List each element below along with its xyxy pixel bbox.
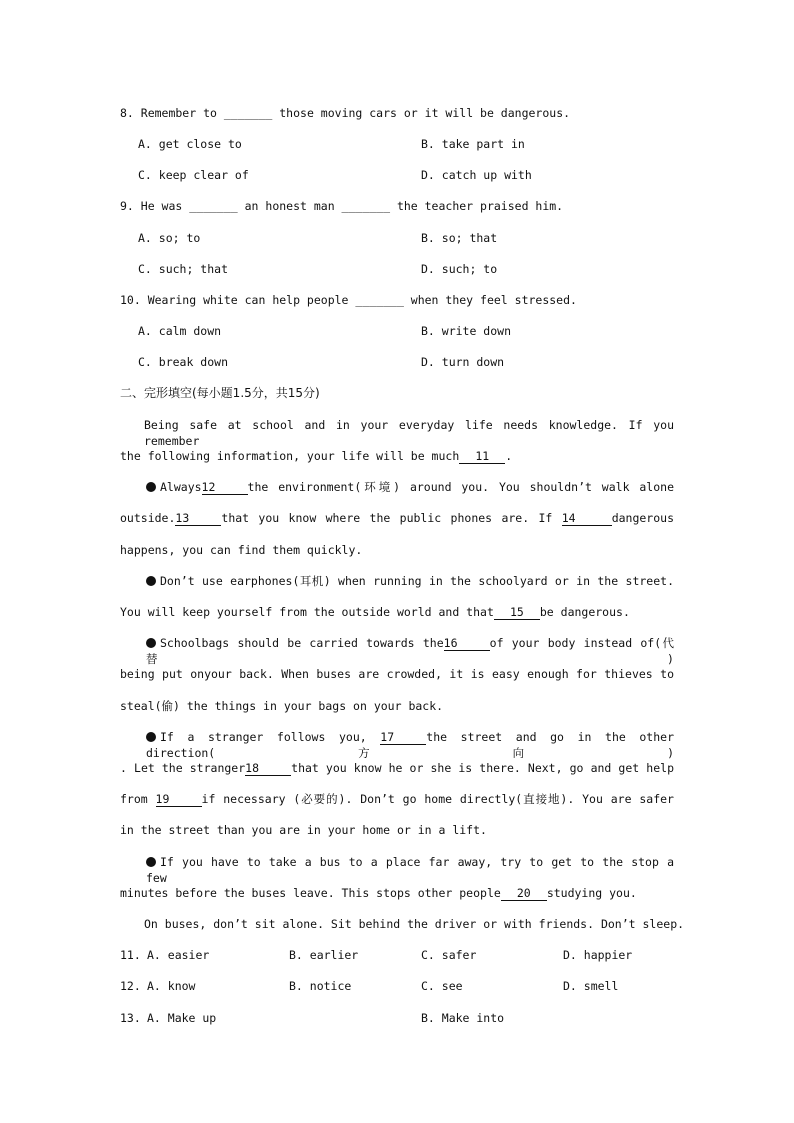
passage-p4-line2: being put onyour back. When buses are crowded, it is easy enough for thieves to	[120, 667, 674, 681]
answer-12-number: 12.	[120, 979, 141, 993]
blank-13: 13	[175, 512, 221, 526]
answer-12-d: D. smell	[563, 979, 619, 993]
q9-option-d: D. such; to	[421, 262, 498, 276]
bullet-icon	[146, 857, 156, 867]
answer-11-b: B. earlier	[289, 948, 359, 962]
passage-p6-line1: If you have to take a bus to a place far away, try to get to the stop a few	[146, 855, 674, 885]
passage-p7-line1: On buses, don’t sit alone. Sit behind the driver or with friends. Don’t sleep.	[144, 917, 685, 931]
passage-p5-line3: from 19 if necessary (必要的). Don’t go home directly(直接地). You are safer	[120, 792, 674, 806]
passage-p5-line4: in the street than you are in your home or in a lift.	[120, 823, 487, 837]
passage-p1-line1: Being safe at school and in your everyday life needs knowledge. If you remember	[144, 418, 674, 448]
q10-option-a: A. calm down	[138, 324, 222, 338]
blank-15: 15	[494, 606, 540, 620]
passage-p3-line1: Don’t use earphones(耳机) when running in the schoolyard or in the street.	[146, 573, 674, 589]
passage-p5-line2: . Let the stranger18 that you know he or she is there. Next, go and get help	[120, 761, 674, 775]
bullet-icon	[146, 638, 156, 648]
bullet-icon	[146, 732, 156, 742]
q8-option-c: C. keep clear of	[138, 168, 249, 182]
passage-p4-line1: Schoolbags should be carried towards the16 of your body instead of(代替)	[146, 636, 674, 666]
q9-option-b: B. so; that	[421, 231, 498, 245]
blank-11: 11	[459, 450, 505, 464]
blank-12: 12	[202, 481, 248, 495]
passage-p3-line2: You will keep yourself from the outside world and that 15 be dangerous.	[120, 605, 630, 619]
passage-p6-line2: minutes before the buses leave. This stops other people 20 studying you.	[120, 886, 637, 900]
passage-p2-line1: Always12 the environment(环境) around you. You shouldn’t walk alone	[146, 479, 674, 495]
q10-option-c: C. break down	[138, 355, 229, 369]
answer-11-c: C. safer	[421, 948, 477, 962]
passage-p2-line3: happens, you can find them quickly.	[120, 543, 363, 557]
answer-11-d: D. happier	[563, 948, 633, 962]
blank-20: 20	[501, 887, 547, 901]
q10-option-d: D. turn down	[421, 355, 505, 369]
q9-option-c: C. such; that	[138, 262, 229, 276]
question-8-stem: 8. Remember to _______ those moving cars or it will be dangerous.	[120, 106, 571, 120]
q8-option-b: B. take part in	[421, 137, 525, 151]
passage-p4-line3: steal(偷) the things in your bags on your back.	[120, 699, 444, 713]
blank-14: 14	[562, 512, 612, 526]
answer-11-a: A. easier	[147, 948, 210, 962]
q10-option-b: B. write down	[421, 324, 512, 338]
question-10-stem: 10. Wearing white can help people _______ when they feel stressed.	[120, 293, 577, 307]
section-2-heading: 二、完形填空(每小题1.5分，共15分)	[120, 386, 320, 400]
answer-11-number: 11.	[120, 948, 141, 962]
answer-12-b: B. notice	[289, 979, 352, 993]
blank-18: 18	[245, 762, 291, 776]
answer-13-number: 13.	[120, 1011, 141, 1025]
q8-option-d: D. catch up with	[421, 168, 532, 182]
answer-13-a: A. Make up	[147, 1011, 217, 1025]
q8-option-a: A. get close to	[138, 137, 242, 151]
passage-p1-line2: the following information, your life will be much 11 .	[120, 449, 513, 463]
answer-13-b: B. Make into	[421, 1011, 505, 1025]
passage-p2-line2: outside.13 that you know where the public phones are. If 14 dangerous	[120, 511, 674, 525]
blank-16: 16	[444, 637, 490, 651]
answer-12-a: A. know	[147, 979, 196, 993]
blank-17: 17	[380, 731, 426, 745]
passage-p5-line1: If a stranger follows you, 17 the street and go in the other direction(方向)	[146, 730, 674, 760]
bullet-icon	[146, 576, 156, 586]
question-9-stem: 9. He was _______ an honest man _______ the teacher praised him.	[120, 199, 564, 213]
q9-option-a: A. so; to	[138, 231, 201, 245]
answer-12-c: C. see	[421, 979, 463, 993]
bullet-icon	[146, 482, 156, 492]
blank-19: 19	[156, 793, 202, 807]
